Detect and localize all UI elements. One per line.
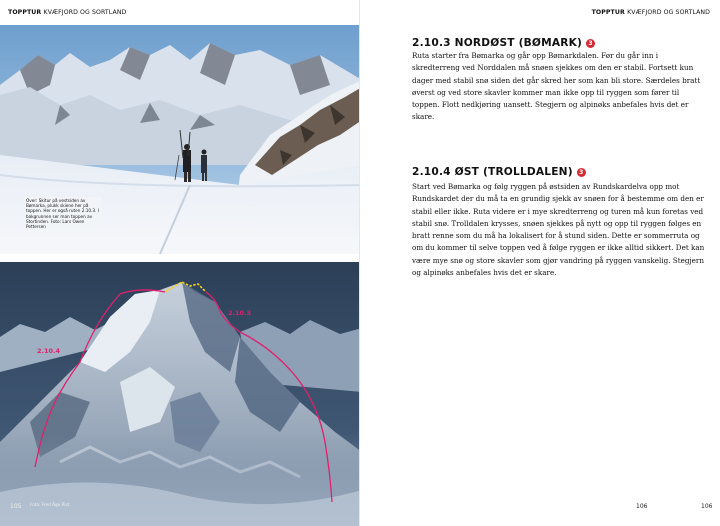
section-heading-2-10-4 xyxy=(412,166,586,178)
section-text-2-10-3 xyxy=(412,50,708,124)
section-label: TOPPTUR xyxy=(8,9,42,16)
photo-caption: Over: Skitur på vestsiden av Bømarka, plukk skiene her på toppen. Her er også ruten 2.10.3. I bakgrunnen ser man toppen av Stortinden. Foto: Lars Owen Pettersen xyxy=(26,198,99,230)
route-label-2-10-3: 2.10.3 xyxy=(228,309,252,317)
photo-credit: Foto: Fred Åge Rist xyxy=(30,502,70,507)
grade-badge-icon: 3 xyxy=(586,39,595,48)
section-paragraph: Ruta starter fra Bømarka og går opp Bømarkdalen. Før du går inn i skredterreng ved Norddalen må snøen sjekkes om den er stabil. Fortsett kun dager med stabil snø siden det går skred her som kan bli store. Særdeles bratt øverst og ved store skavler kommer man ikke opp til ryggen som fører til toppen. Flott nedkjøring uansett. Stegjern og alpinøks anbefales hvis det er skare. xyxy=(412,51,701,122)
page-number-left: 105 xyxy=(10,503,22,510)
route-label-2-10-4: 2.10.4 xyxy=(37,347,61,355)
grade-badge-icon: 3 xyxy=(577,168,586,177)
section-label: TOPPTUR xyxy=(591,9,625,16)
photo-mountain-routes xyxy=(0,262,362,526)
section-text-2-10-4 xyxy=(412,181,708,279)
section-subtitle: KVÆFJORD OG SORTLAND xyxy=(43,9,127,16)
section-title: 2.10.3 NORDØST (BØMARK) xyxy=(412,37,583,49)
page-number-right: 106 xyxy=(636,503,648,510)
page-number-right-outer: 106 xyxy=(701,503,713,510)
running-header-left xyxy=(8,9,126,16)
section-heading-2-10-3 xyxy=(412,37,595,49)
section-subtitle: KVÆFJORD OG SORTLAND xyxy=(627,9,710,16)
section-title: 2.10.4 ØST (TROLLDALEN) xyxy=(412,166,573,178)
running-header-right xyxy=(592,9,710,16)
section-paragraph: Start ved Bømarka og følg ryggen på østsiden av Rundskardelva opp mot Rundskardet der du må ta en grundig sjekk av snøen for å bestemme om den er stabil eller ikke. Ruta videre er i mye skredterreng og turen må kun foretas ved stabil snø. Trolldalen krysses, snøen sjekkes på nytt og opp til ryggen følges en bratt renne som du må ha lokalisert for å stund siden. Dette er sommerruta og om du kommer til selve toppen ved å følge ryggen er ikke alltid sikkert. Det kan være mye snø og store skavler som gjør vandring på ryggen vanskelig. Stegjern og alpinøks anbefales hvis det er skare. xyxy=(412,182,705,278)
